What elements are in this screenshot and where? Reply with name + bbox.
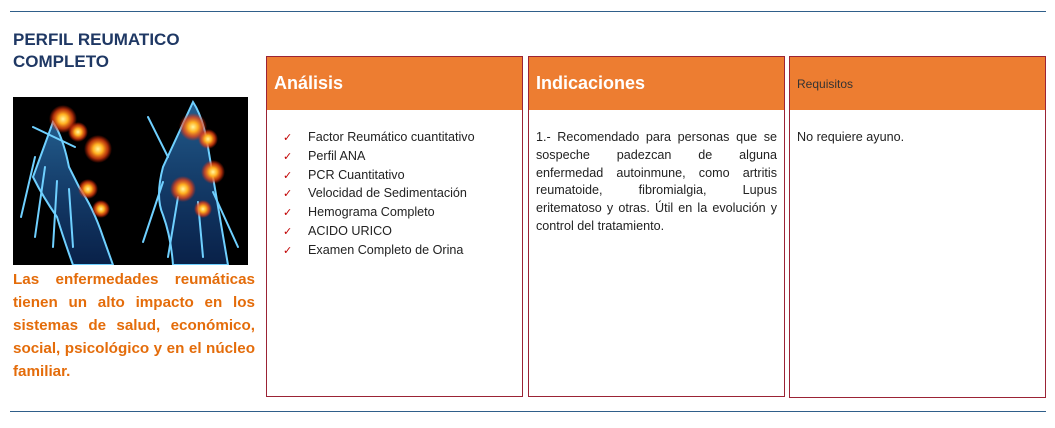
check-mark-icon: ✓ xyxy=(283,225,293,238)
list-item xyxy=(283,148,522,167)
page-title-line-2: COMPLETO xyxy=(13,52,110,71)
analisis-panel xyxy=(266,56,523,397)
list-item-label: Perfil ANA xyxy=(308,148,366,163)
list-item-label: Hemograma Completo xyxy=(308,205,435,220)
bottom-divider xyxy=(10,411,1046,412)
list-item xyxy=(283,167,522,186)
check-mark-icon: ✓ xyxy=(283,169,293,182)
list-item-label: PCR Cuantitativo xyxy=(308,167,405,182)
analisis-header: Análisis xyxy=(267,57,522,110)
requisitos-text: No requiere ayuno. xyxy=(797,130,905,144)
check-mark-icon: ✓ xyxy=(283,132,293,144)
description-text: Las enfermedades reumáticas tienen un alto impacto en los sistemas de salud, económico, social, psicológico y en el núcleo familiar. xyxy=(13,271,255,380)
top-divider xyxy=(10,11,1046,12)
list-item-label: Examen Completo de Orina xyxy=(308,242,464,257)
indicaciones-panel xyxy=(528,56,785,397)
analisis-list xyxy=(267,110,522,261)
list-item xyxy=(283,242,522,261)
page-title-line-1: PERFIL REUMATICO xyxy=(13,30,180,49)
hands-illustration xyxy=(13,97,248,265)
list-item xyxy=(283,204,522,223)
check-mark-icon: ✓ xyxy=(283,244,293,257)
page-title xyxy=(13,29,253,73)
list-item xyxy=(283,185,522,204)
indicaciones-header: Indicaciones xyxy=(529,57,784,110)
glowing-hands-icon xyxy=(13,97,248,265)
requisitos-header: Requisitos xyxy=(790,57,1045,110)
list-item-label: ACIDO URICO xyxy=(308,223,392,238)
check-mark-icon: ✓ xyxy=(283,188,293,201)
list-item xyxy=(283,223,522,242)
list-item xyxy=(283,129,522,148)
list-item-label: Velocidad de Sedimentación xyxy=(308,186,467,201)
indicaciones-text: 1.- Recomendado para personas que se sospeche padezcan de alguna enfermedad autoinmune, como artritis reumatoide, fibromialgia, Lupus eritematoso y otras. Útil en la evolución y control del tratamiento. xyxy=(536,130,777,233)
check-mark-icon: ✓ xyxy=(283,207,293,220)
list-item-label: Factor Reumático cuantitativo xyxy=(308,130,475,144)
requisitos-panel xyxy=(789,56,1046,398)
check-mark-icon: ✓ xyxy=(283,150,293,163)
